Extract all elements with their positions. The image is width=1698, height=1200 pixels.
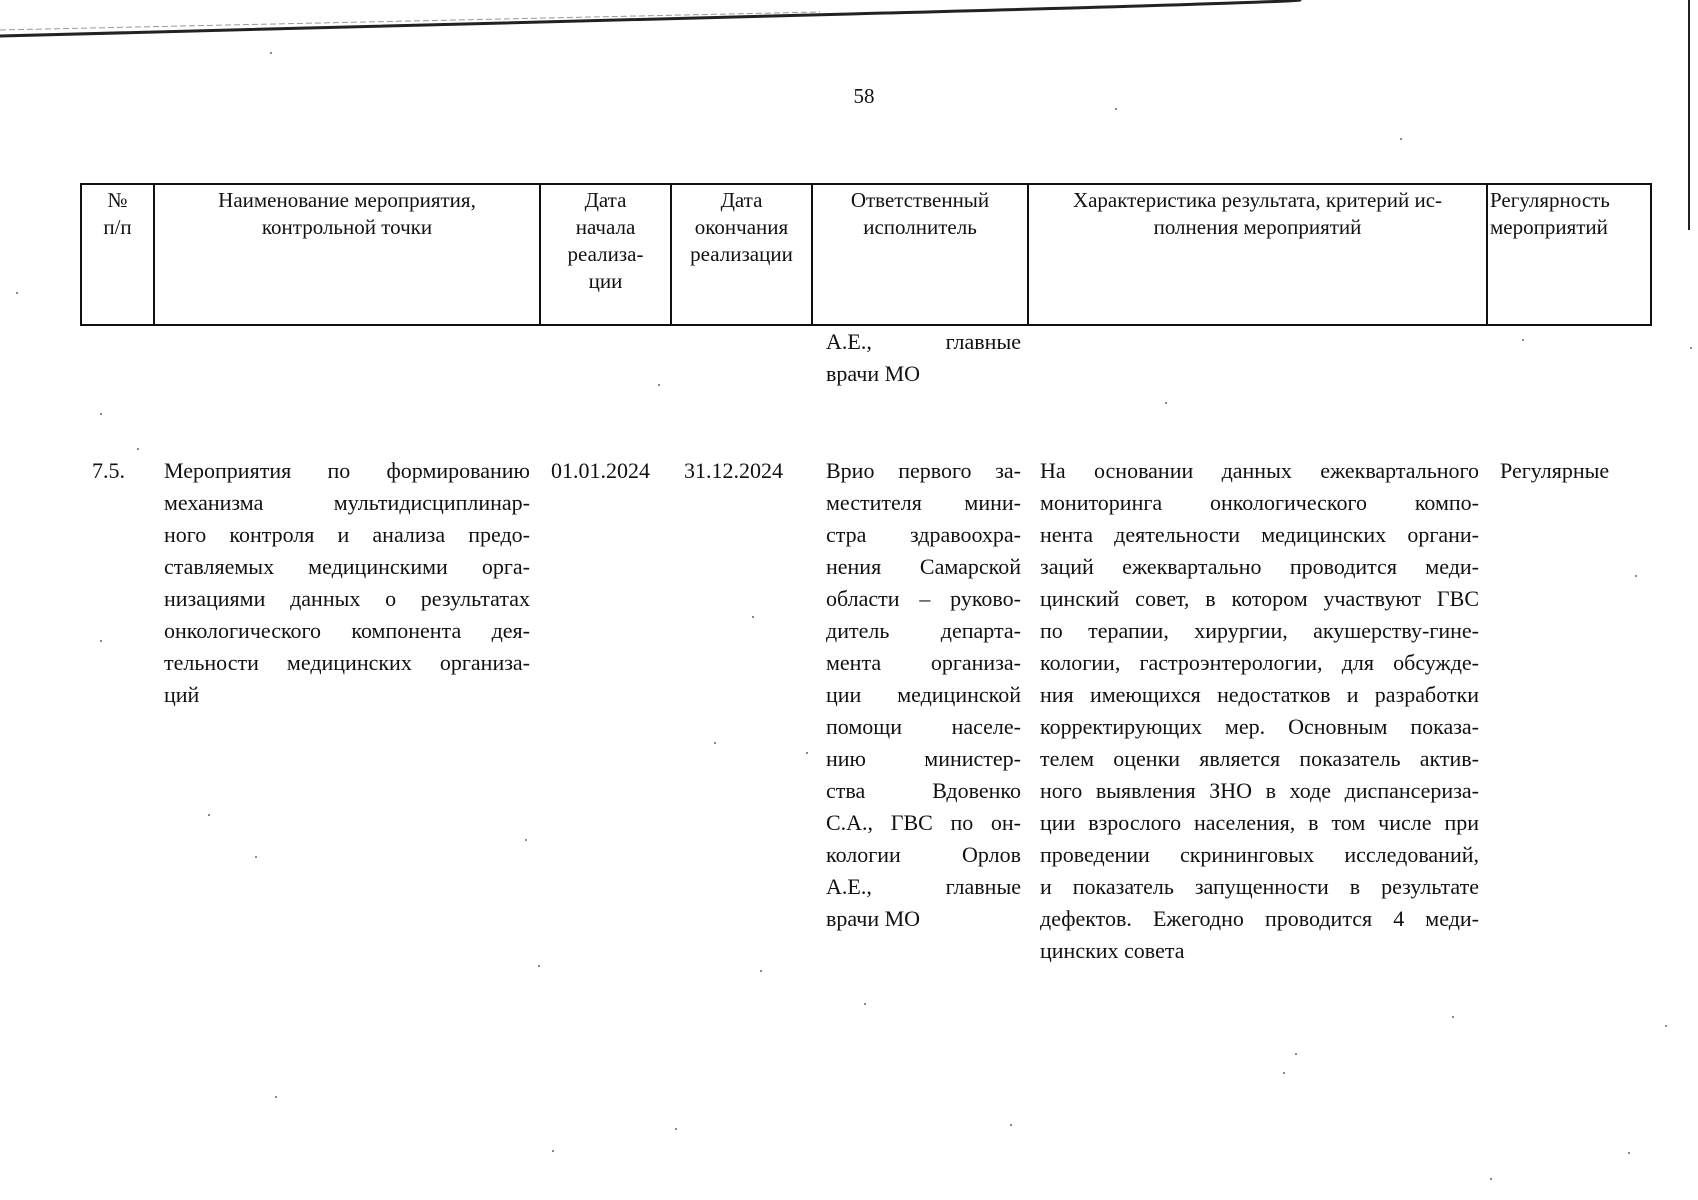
header-regularity: Регулярность мероприятий bbox=[1487, 184, 1651, 325]
header-result: Характеристика результата, критерий ис- полнения мероприятий bbox=[1028, 184, 1487, 325]
carryover-responsible: А.Е., главные врачи МО bbox=[826, 329, 1021, 386]
row-start-date: 01.01.2024 bbox=[551, 458, 650, 483]
row-end-date: 31.12.2024 bbox=[684, 458, 783, 483]
header-name: Наименование мероприятия, контрольной точки bbox=[154, 184, 540, 325]
row-result: На основании данных ежеквартального мониторинга онкологического компо- нента деятельности медицинских органи- заций ежеквартально проводится меди- цинский совет, в котором участвуют ГВС по терапии, хирургии, акушерству-гине- кологии, гастроэнтерологии, для обсужде- ния имеющихся недостатков и разработки корректирующих мер. Основным показа- телем оценки является показатель актив- ного выявления ЗНО в ходе диспансериза- ции взрослого населения, в том числе при проведении скрининговых исследований, и показатель запущенности в результате дефектов. Ежегодно проводится 4 меди- цинских совета bbox=[1040, 458, 1479, 963]
page-number: 58 bbox=[853, 84, 875, 108]
header-start-date: Дата начала реализа- ции bbox=[540, 184, 671, 325]
scan-right-edge bbox=[1688, 0, 1690, 230]
row-number: 7.5. bbox=[92, 458, 125, 483]
header-end-date: Дата окончания реализации bbox=[671, 184, 812, 325]
row-regularity: Регулярные bbox=[1500, 458, 1610, 483]
row-name: Мероприятия по формированию механизма мультидисциплинар- ного контроля и анализа предо- ставляемых медицинскими орга- низациями данных о результатах онкологического компонента дея- тельности медицинских организа- ций bbox=[164, 458, 530, 707]
scan-edge-line bbox=[0, 0, 1698, 40]
table-header bbox=[80, 183, 1652, 326]
header-responsible: Ответственный исполнитель bbox=[812, 184, 1028, 325]
header-number: № п/п bbox=[81, 184, 154, 325]
row-responsible: Врио первого за- местителя мини- стра здравоохра- нения Самарской области – руково- дитель департа- мента организа- ции медицинской помощи населе- нию министер- ства Вдовенко С.А., ГВС по он- кологии Орлов А.Е., главные врачи МО bbox=[826, 458, 1021, 931]
